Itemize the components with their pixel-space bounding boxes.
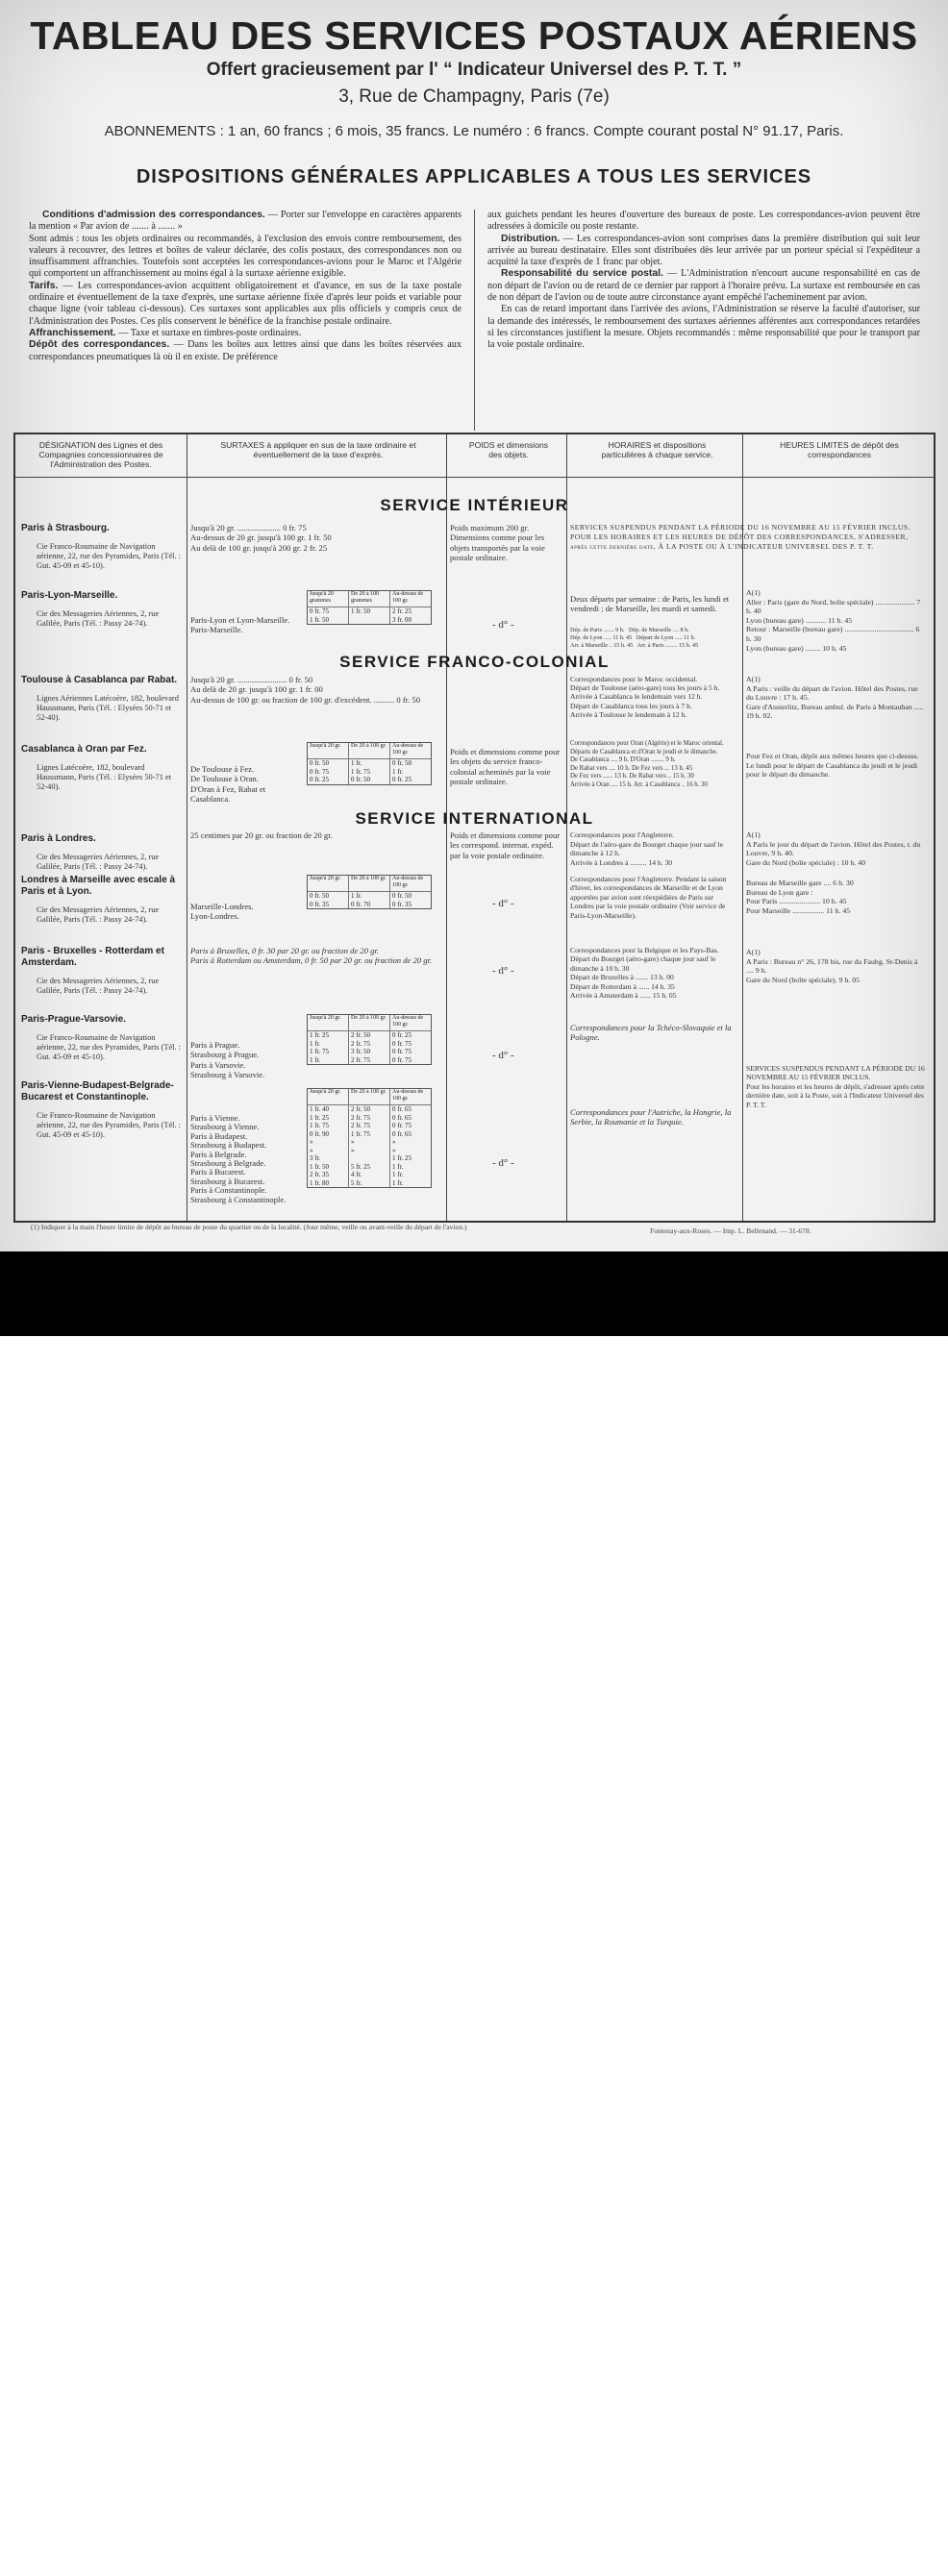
affranchissement-text: — Taxe et surtaxe en timbres-poste ordinaires. — [115, 327, 302, 338]
horaires-oran: Correspondances pour Oran (Algérie) et le Maroc oriental. Départs de Casablanca et d'Oran le jeudi et le dimanche. De Casablanca .... 9 h. D'Oran ........ 9 h. De Rabat vers .... 10 h. De Fez vers ... 13 h. 45 De Fez vers ...... 13 h. De Rabat vers .. 15 h. 30 Arrivée à Oran .... 15 h. Arr. à Casablanca .. 16 h. 30 — [570, 740, 724, 788]
route-name: Paris - Bruxelles - Rotterdam et Amsterdam. — [21, 946, 164, 968]
grid-cell: De 20 à 100 gr. — [349, 1089, 390, 1105]
grid-row — [308, 1105, 431, 1114]
header-horaires: HORAIRES et dispositions particulières à chaque service. — [601, 440, 713, 459]
grid-row — [308, 901, 431, 909]
horaires-vienne: Correspondances pour l'Autriche, la Hongrie, la Serbie, la Roumanie et la Turquie. — [570, 1107, 732, 1127]
printer-credit: Fontenay-aux-Roses. — Imp. L. Bellenand. — 31-678. — [650, 1226, 811, 1235]
grid-cell: 1 fr. 75 — [308, 1048, 349, 1056]
services-table — [13, 433, 936, 1223]
footnote: (1) Indiquer à la main l'heure limite de dépôt au bureau de poste du quartier ou de la localité. (Jour même, veille ou avant-veille du départ de l'avion.) — [31, 1223, 467, 1231]
grid-cell: 0 fr. 50 — [308, 759, 349, 768]
grid-cell: Au-dessus de 100 gr. — [390, 591, 432, 607]
grid-cell: 0 fr. 50 — [392, 892, 412, 900]
band-service-international: SERVICE INTERNATIONAL — [355, 809, 594, 828]
route-name: Paris-Vienne-Budapest-Belgrade-Bucarest et Constantinople. — [21, 1080, 174, 1102]
ditto-mark: - d° - — [492, 619, 514, 631]
band-service-interieur: SERVICE INTÉRIEUR — [380, 496, 569, 514]
ditto-mark: - d° - — [492, 1157, 514, 1169]
route-entry — [21, 1080, 183, 1140]
grid-row — [308, 1040, 431, 1049]
grid-cell — [349, 1154, 390, 1163]
responsabilite-heading: Responsabilité du service postal. — [501, 268, 663, 280]
horaires-bruxelles: Correspondances pour la Belgique et les Pays-Bas. Départ du Bourget (aéro-gare) chaque jour sauf le dimanche à 10 h. 30 Départ de Bruxelles à ....... 13 h. 00 Départ de Rotterdam à ...... 14 h. 35 Arrivée à Amsterdam à ...... 15 h. 05 — [570, 946, 719, 1001]
affranchissement-heading: Affranchissement. — [29, 327, 116, 338]
surtaxe-strasbourg: Jusqu'à 20 gr. ..................... 0 fr. 75 Au-dessus de 20 gr. jusqu'à 100 gr. 1 fr. 50 Au delà de 100 gr. jusqu'à 200 gr. 2 fr. 25 — [190, 523, 332, 553]
grid-cell: 2 fr. 50 — [349, 1031, 390, 1040]
grid-cell: » — [392, 1138, 396, 1146]
header-designation: DÉSIGNATION des Lignes et des Compagnies concessionnaires de l'Administration des Postes. — [38, 440, 163, 469]
grid-cell: 1 fr. 75 — [308, 1122, 349, 1130]
stock-watermark-logo: alamy — [323, 2522, 427, 2562]
grid-cell: 3 fr. — [308, 1154, 349, 1163]
grid-cell: Au-dessus de 100 gr. — [390, 743, 432, 759]
surtaxe-prague-grid — [307, 1014, 432, 1065]
distribution-heading: Distribution. — [501, 233, 561, 244]
header-heures-limites: HEURES LIMITES de dépôt des correspondances — [780, 440, 899, 459]
grid-cell: 0 fr. 25 — [392, 1031, 412, 1039]
grid-cell: 0 fr. 50 — [308, 892, 349, 901]
table-header-rule — [15, 477, 934, 478]
grid-cell: 5 fr. 25 — [349, 1163, 390, 1172]
tarifs-text: — Les correspondances-avion acquittent obligatoirement et d'avance, en sus de la taxe postale ordinaire et éventuellement de la taxe d'exprès, une surtaxe aérienne fixée d'après leur poids et variable pour chaque ligne (voir tableau ci-dessous). Ces surtaxes sont applicables aux plis officiels y compris ceux de l'Administration des Postes. Ces plis conservent le bénéfice de la franchise postale ordinaire. — [29, 280, 462, 327]
grid-cell: 0 fr. 75 — [308, 607, 349, 616]
grid-cell: 0 fr. 75 — [392, 1055, 412, 1064]
surtaxe-lyon-grid — [307, 590, 432, 625]
distribution-paragraph — [487, 234, 920, 269]
surtaxe-oran-lines: De Toulouse à Fez. De Toulouse à Oran. D'Oran à Fez, Rabat et Casablanca. — [190, 764, 266, 805]
grid-cell: 3 fr. 00 — [392, 615, 412, 624]
grid-cell: 1 fr. — [392, 1162, 404, 1171]
grid-cell: 1 fr. 25 — [308, 1031, 349, 1040]
grid-header-row — [308, 591, 431, 607]
grid-cell: 0 fr. 25 — [308, 776, 349, 784]
horaires-lyon-times: Dép. de Paris ....... 9 h. Dép. de Marseille .... 8 h. Dép. de Lyon ..... 11 h. 45 Départ de Lyon ..... 11 h. Arr. à Marseille .. 15 h. 45 Arr. à Paris ........ 15 h. 45 — [570, 627, 699, 649]
grid-cell: » — [308, 1138, 349, 1147]
grid-cell: Jusqu'à 20 gr. — [308, 1089, 349, 1105]
route-name: Paris à Londres. — [21, 833, 96, 844]
route-entry — [21, 1014, 183, 1062]
grid-table — [308, 876, 431, 908]
route-name: Casablanca à Oran par Fez. — [21, 744, 147, 755]
general-provisions-heading: DISPOSITIONS GÉNÉRALES APPLICABLES A TOUS LES SERVICES — [136, 166, 812, 187]
grid-row — [308, 759, 431, 768]
grid-cell: 0 fr. 50 — [392, 759, 412, 767]
grid-row — [308, 607, 431, 616]
route-company: Cie Franco-Roumaine de Navigation aérienne, 22, rue des Pyramides, Paris (Tél. : Gut. 45-09 et 45-10). — [37, 1111, 182, 1139]
grid-cell: 1 fr. — [349, 892, 390, 901]
grid-cell: 2 fr. 75 — [349, 1122, 390, 1130]
grid-table — [308, 591, 431, 624]
grid-cell: Jusqu'à 20 gr. — [308, 876, 349, 892]
surtaxe-oran-grid — [307, 742, 432, 785]
header-surtaxes: SURTAXES à appliquer en sus de la taxe ordinaire et éventuellement de la taxe d'exprès. — [220, 440, 416, 459]
grid-cell: De 20 à 100 gr. — [349, 1015, 390, 1031]
horaires-casablanca: Correspondances pour le Maroc occidental. Départ de Toulouse (aéro-gare) tous les jours à 5 h. Arrivée à Casablanca le lendemain vers 12 h. Départ de Casablanca tous les jours à 7 h. Arrivée à Toulouse le lendemain à 12 h. — [570, 675, 720, 719]
tarifs-heading: Tarifs. — [29, 280, 59, 291]
grid-row — [308, 768, 431, 777]
tarifs-paragraph — [29, 281, 462, 328]
grid-cell: 2 fr. 25 — [392, 607, 412, 615]
poids-intl: Poids et dimensions comme pour les correspond. internat. expéd. par la voie postale ordinaire. — [450, 830, 561, 860]
grid-cell: 1 fr. 80 — [308, 1179, 349, 1188]
heures-oran: Pour Fez et Oran, dépôt aux mêmes heures que ci-dessus. Le lundi pour le départ de Casablanca du jeudi et le jeudi pour le départ du dimanche. — [746, 752, 919, 780]
poster-address: 3, Rue de Champagny, Paris (7e) — [338, 87, 610, 107]
grid-cell: 2 fr. 75 — [349, 1114, 390, 1123]
surtaxe-prague-lines: Paris à Prague. Strasbourg à Prague. Paris à Varsovie. Strasbourg à Varsovie. — [190, 1040, 265, 1080]
horaires-marseille: Correspondances pour l'Angleterre. Pendant la saison d'hiver, les correspondances de Marseille et de Lyon apportées par avion sont réexpédiées de Paris sur Londres par la voie postale ordinaire (Voir service de Paris-Lyon-Marseille). — [570, 875, 727, 920]
horaires-lyon: Deux départs par semaine : de Paris, les lundi et vendredi ; de Marseille, les mardi et samedi. — [570, 594, 730, 614]
grid-cell: 1 fr. 50 — [349, 607, 390, 616]
grid-cell: Jusqu'à 20 gr. — [308, 1015, 349, 1031]
grid-cell: 1 fr. — [349, 759, 390, 768]
grid-table — [308, 743, 431, 784]
grid-cell — [349, 616, 390, 625]
grid-cell: 0 fr. 65 — [392, 1129, 412, 1138]
grid-cell: 0 fr. 75 — [392, 1039, 412, 1048]
distribution-text: — Les correspondances-avion sont comprises dans la première distribution qui suit leur arrivée au bureau destinataire. Elles sont distribuées dès leur arrivée par un porteur spécial si l'expéditeur a acquitté la taxe d'exprès de 1 franc par objet. — [487, 233, 920, 268]
grid-cell: 5 fr. — [349, 1179, 390, 1188]
general-provisions-left-column — [29, 210, 462, 363]
admission-paragraph — [29, 210, 462, 234]
grid-cell: 1 fr. — [308, 1056, 349, 1065]
grid-cell: 0 fr. 90 — [308, 1130, 349, 1139]
admitted-objects-paragraph: Sont admis : tous les objets ordinaires ou recommandés, à l'exclusion des envois contre remboursement, des valeurs à recouvrer, des lettres et boîtes de valeur déclarée, des colis postaux, des correspondances non ou insuffisamment affranchies. Toutefois sont acceptées les correspondances-avions pour le Maroc et l'Algérie qui comportent un affranchissement au moins égal à la surtaxe aérienne exigible. — [29, 233, 462, 280]
header-poids: POIDS et dimensions des objets. — [468, 440, 549, 459]
grid-cell: De 20 à 100 gr. — [349, 743, 390, 759]
grid-row — [308, 892, 431, 901]
grid-row — [308, 1138, 431, 1147]
ditto-mark: - d° - — [492, 1050, 514, 1061]
grid-cell: 0 fr. 50 — [349, 776, 390, 784]
grid-cell: 0 fr. 35 — [392, 900, 412, 908]
grid-row — [308, 1031, 431, 1040]
route-entry — [21, 744, 183, 792]
grid-row — [308, 616, 431, 625]
heures-casablanca: A(1) A Paris : veille du départ de l'avion. Hôtel des Postes, rue du Louvre : 17 h. 45. Gare d'Austerlitz, Bureau ambul. de Paris à Montauban ..... 19 h. 02. — [746, 675, 924, 721]
grid-cell: 1 fr. 40 — [308, 1105, 349, 1114]
grid-row — [308, 1048, 431, 1056]
admission-text: — Porter sur l'enveloppe en caractères apparents la mention « Par avion de ....... à ....... » — [29, 210, 462, 233]
grid-row — [308, 1171, 431, 1179]
grid-cell: De 20 à 100 gr. — [349, 876, 390, 892]
grid-cell: 1 fr. — [392, 1178, 404, 1187]
grid-row — [308, 1154, 431, 1163]
route-name: Londres à Marseille avec escale à Paris et à Lyon. — [21, 875, 176, 897]
subscription-line: ABONNEMENTS : 1 an, 60 francs ; 6 mois, 35 francs. Le numéro : 6 francs. Compte courant postal N° 91.17, Paris. — [104, 123, 844, 139]
grid-cell: 0 fr. 65 — [392, 1105, 412, 1113]
grid-cell: 1 fr. 75 — [349, 768, 390, 777]
grid-cell: » — [308, 1147, 349, 1155]
grid-cell: 0 fr. 75 — [392, 1048, 412, 1055]
surtaxe-lyon-lines: Paris-Lyon et Lyon-Marseille. Paris-Marseille. — [190, 615, 290, 635]
grid-table — [308, 1015, 431, 1064]
surtaxe-londres: 25 centimes par 20 gr. ou fraction de 20 gr. — [190, 830, 333, 840]
grid-cell: 1 fr. 50 — [308, 616, 349, 625]
grid-cell: 4 fr. — [349, 1171, 390, 1179]
route-entry — [21, 590, 183, 629]
heures-bruxelles: A(1) A Paris : Bureau n° 26, 178 bis, rue du Faubg. St-Denis à .... 9 h. Gare du Nord (boîte spéciale). 9 h. 05 — [746, 948, 918, 984]
general-provisions-right-column — [487, 210, 920, 352]
grid-cell: 1 fr. 75 — [349, 1130, 390, 1139]
grid-cell: De 20 à 100 grammes — [349, 591, 390, 607]
grid-cell: Au-dessus de 100 gr. — [390, 1089, 432, 1105]
route-company: Cie des Messageries Aériennes, 2, rue Galilée, Paris (Tél. : Passy 24-74). — [37, 853, 160, 871]
horaires-londres: Correspondances pour l'Angleterre. Départ de l'aéro-gare du Bourget chaque jour sauf le dimanche à 12 h. Arrivée à Londres à ......... 14 h. 30 — [570, 830, 723, 867]
grid-cell: 1 fr. — [308, 1040, 349, 1049]
grid-cell: 2 fr. 50 — [349, 1105, 390, 1114]
grid-row — [308, 1179, 431, 1188]
surtaxe-casablanca: Jusqu'à 20 gr. ........................ 0 fr. 50 Au delà de 20 gr. jusqu'à 100 gr. 1 fr. 00 Au-dessus de 100 gr. ou fraction de 100 gr. d'excédent. .......... 0 fr. 50 — [190, 675, 421, 705]
depot-heading: Dépôt des correspondances. — [29, 339, 170, 351]
grid-cell: 2 fr. 75 — [349, 1056, 390, 1065]
watermark-banner — [0, 1251, 948, 2576]
grid-cell: Au-dessus de 100 gr. — [390, 876, 432, 892]
grid-cell: 1 fr. 50 — [308, 1163, 349, 1172]
grid-table — [308, 1089, 431, 1187]
route-name: Paris à Strasbourg. — [21, 523, 110, 533]
route-company: Cie des Messageries Aériennes, 2, rue Galilée, Paris (Tél. : Passy 24-74). — [37, 609, 160, 628]
grid-header-row — [308, 876, 431, 892]
route-name: Paris-Prague-Varsovie. — [21, 1014, 126, 1025]
grid-header-row — [308, 1089, 431, 1105]
grid-row — [308, 1130, 431, 1139]
grid-cell: 1 fr. — [392, 1171, 404, 1178]
depot-paragraph — [29, 339, 462, 363]
heures-londres: A(1) A Paris le jour du départ de l'avion. Hôtel des Postes, r. du Louvre, 9 h. 40. Gare du Nord (boîte spéciale) : 10 h. 40 — [746, 830, 921, 867]
route-company: Cie des Messageries Aériennes, 2, rue Galilée, Paris (Tél. : Passy 24-74). — [37, 905, 160, 924]
route-entry — [21, 946, 183, 996]
route-company: Cie Franco-Roumaine de Navigation aérienne, 22, rue des Pyramides, Paris (Tél. : Gut. 45-09 et 45-10). — [37, 542, 182, 570]
grid-cell: 1 fr. — [392, 767, 404, 776]
admission-heading: Conditions d'admission des correspondances. — [42, 210, 265, 220]
affranchissement-paragraph — [29, 328, 462, 339]
band-service-franco-colonial: SERVICE FRANCO-COLONIAL — [339, 653, 610, 671]
heures-suspendus: SERVICES SUSPENDUS PENDANT LA PÉRIODE DU 16 NOVEMBRE AU 15 FÉVRIER INCLUS. Pour les horaires et les heures de dépôt, s'adresser après cette dernière date, soit à la Poste, soit à l'Indicateur Universel des P. T. T. — [746, 1064, 925, 1109]
stock-url: www.alamy.com — [849, 2564, 925, 2576]
surtaxe-vienne-grid — [307, 1088, 432, 1188]
grid-header-row — [308, 743, 431, 759]
grid-row — [308, 1056, 431, 1065]
heures-marseille: Bureau de Marseille gare .... 6 h. 30 Bureau de Lyon gare : Pour Paris ...................... 10 h. 45 Pour Marseille ................. 11 h. 45 — [746, 879, 854, 915]
grid-row — [308, 1122, 431, 1130]
column-divider — [474, 210, 475, 431]
stock-image-id: Image ID: 2A3RMNM — [323, 2564, 424, 2576]
horaires-strasbourg: SERVICES SUSPENDUS PENDANT LA PÉRIODE DU 16 NOVEMBRE AU 15 FÉVRIER INCLUS. POUR LES HORAIRES ET LES HEURES DE DÉPÔT DES CORRESPONDANCES, S'ADRESSER, après cette dernière date, À LA POSTE OU À L'INDICATEUR UNIVERSEL DES P. T. T. — [570, 523, 911, 551]
route-entry — [21, 675, 183, 723]
grid-cell: » — [392, 1146, 396, 1154]
grid-cell: 0 fr. 70 — [349, 901, 390, 909]
poids-strasbourg: Poids maximum 200 gr. Dimensions comme pour les objets transportés par la voie postale ordinaire. — [450, 523, 545, 563]
poster-title: TABLEAU DES SERVICES POSTAUX AÉRIENS — [30, 13, 918, 58]
route-company: Cie des Messageries Aériennes, 2, rue Galilée, Paris (Tél. : Passy 24-74). — [37, 977, 160, 995]
responsabilite-paragraph — [487, 268, 920, 304]
surtaxe-vienne-lines: Paris à Vienne. Strasbourg à Vienne. Paris à Budapest. Strasbourg à Budapest. Paris à Belgrade. Strasbourg à Belgrade. Paris à Bucarest. Strasbourg à Bucarest. Paris à Constantinople. Strasbourg à Constantinople. — [190, 1113, 287, 1204]
grid-cell: 0 fr. 75 — [392, 1122, 412, 1129]
ditto-mark: - d° - — [492, 898, 514, 909]
grid-row — [308, 1147, 431, 1155]
poids-franco: Poids et dimensions comme pour les objets du service franco-colonial acheminés par la voie postale ordinaire. — [450, 747, 561, 787]
route-name: Toulouse à Casablanca par Rabat. — [21, 675, 178, 685]
grid-row — [308, 1163, 431, 1172]
grid-cell: 1 fr. 25 — [308, 1114, 349, 1123]
grid-cell: 0 fr. 65 — [392, 1113, 412, 1122]
grid-header-row — [308, 1015, 431, 1031]
grid-row — [308, 776, 431, 784]
poster-subtitle: Offert gracieusement par l' “ Indicateur Universel des P. T. T. ” — [206, 60, 742, 80]
surtaxe-bruxelles: Paris à Bruxelles, 0 fr. 30 par 20 gr. ou fraction de 20 gr. Paris à Rotterdam ou Amsterdam, 0 fr. 50 par 20 gr. ou fraction de 20 gr. — [190, 946, 433, 966]
surtaxe-marseille-lines: Marseille-Londres. Lyon-Londres. — [190, 902, 254, 922]
depot-text: — Dans les boîtes aux lettres ainsi que dans les boîtes réservées aux correspondances pneumatiques là où il en existe. De préférence — [29, 339, 462, 362]
surtaxe-marseille-grid — [307, 875, 432, 909]
route-company: Lignes Latécoère, 182, boulevard Haussmann, Paris (Tél. : Elysées 50-71 et 52-40). — [37, 763, 172, 791]
grid-cell: Au-dessus de 100 gr. — [390, 1015, 432, 1031]
depot-continued-paragraph: aux guichets pendant les heures d'ouverture des bureaux de poste. Les correspondances-avion peuvent être adressées à domicile ou poste restante. — [487, 210, 920, 233]
route-entry — [21, 523, 183, 571]
heures-lyon: A(1) Aller : Paris (gare du Nord, boîte spéciale) ..................... 7 h. 40 Lyon (bureau gare) ........... 11 h. 45 Retour : Marseille (bureau gare) ..................................... 6 h. 30 Lyon (bureau gare) ........ 10 h. 45 — [746, 588, 921, 653]
grid-cell: Jusqu'à 20 grammes — [308, 591, 349, 607]
grid-cell: » — [349, 1147, 390, 1155]
horaires-prague: Correspondances pour la Tchéco-Slovaquie et la Pologne. — [570, 1023, 732, 1043]
grid-row — [308, 1114, 431, 1123]
route-company: Lignes Aériennes Latécoère, 182, boulevard Haussmann, Paris (Tél. : Elysées 50-71 et 52-40). — [37, 694, 179, 722]
ditto-mark: - d° - — [492, 965, 514, 977]
grid-cell: 2 fr. 75 — [349, 1040, 390, 1049]
retard-paragraph: En cas de retard important dans l'arrivée des avions, l'Administration se réserve la faculté d'autoriser, sur la demande des intéressés, le remboursement des surtaxes aériennes afférentes aux correspondances retardées si les circonstances justifient la mesure. Objets recommandés : même responsabilité que pour le transport par la voie postale ordinaire. — [487, 304, 920, 351]
responsabilite-text: — L'Administration n'encourt aucune responsabilité en cas de non départ de l'avion ou de retard de ce dernier par rapport à l'horaire prévu. La surtaxe est remboursée en cas de non départ de l'avion ou de toute autre circonstance ayant empêché l'acheminement par avion. — [487, 268, 920, 304]
route-company: Cie Franco-Roumaine de Navigation aérienne, 22, rue des Pyramides, Paris (Tél. : Gut. 45-09 et 45-10). — [37, 1033, 182, 1061]
route-entry — [21, 833, 183, 872]
route-name: Paris-Lyon-Marseille. — [21, 590, 118, 601]
grid-cell: 1 fr. 25 — [392, 1154, 412, 1162]
route-entry — [21, 875, 183, 925]
grid-cell: 2 fr. 35 — [308, 1171, 349, 1179]
grid-cell: » — [349, 1138, 390, 1147]
grid-cell: 0 fr. 75 — [308, 768, 349, 777]
grid-cell: 0 fr. 25 — [392, 776, 412, 783]
grid-cell: Jusqu'à 20 gr. — [308, 743, 349, 759]
grid-cell: 3 fr. 50 — [349, 1048, 390, 1056]
grid-cell: 0 fr. 35 — [308, 901, 349, 909]
